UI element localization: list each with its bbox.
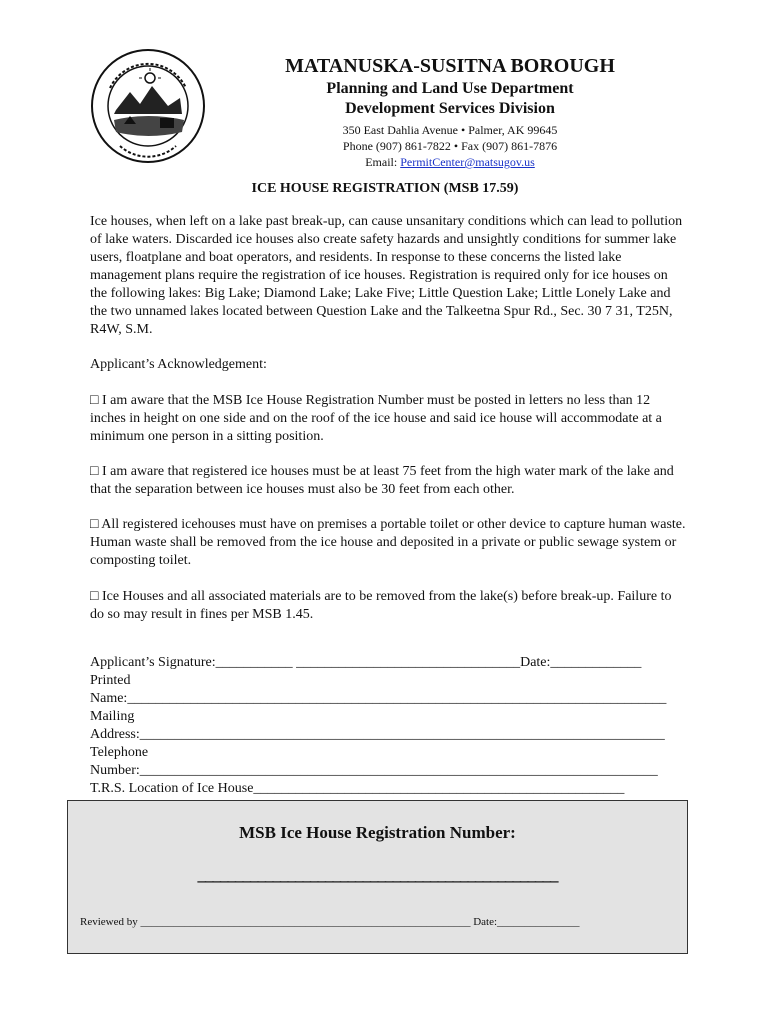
telephone-field[interactable]: Number:__________________________________________________________________________ [90,763,658,778]
checkbox-icon[interactable]: □ [90,393,99,408]
acknowledgement-item [90,516,686,570]
checkbox-icon[interactable]: □ [90,464,99,479]
letterhead [250,53,650,170]
acknowledgement-text: All registered icehouses must have on premises a portable toilet or other device to capture human waste. Human waste shall be removed from the ice house and deposited in a private or public sewage system or composting toilet. [90,517,686,568]
acknowledgement-item [90,588,686,624]
mailing-address-field[interactable]: Address:___________________________________________________________________________ [90,727,665,742]
mailing-address-label: Mailing [90,709,135,724]
email-link[interactable]: PermitCenter@matsugov.us [400,155,535,169]
email-label: Email: [365,155,401,169]
printed-name-label: Printed [90,673,131,688]
form-title: ICE HOUSE REGISTRATION (MSB 17.59) [251,181,519,196]
borough-seal [90,48,206,164]
division-name: Development Services Division [345,100,555,117]
email-line [250,154,650,170]
acknowledgement-text: Ice Houses and all associated materials are to be removed from the lake(s) before break-up. Failure to do so may result in fines per MSB 1.45. [90,589,672,622]
organization-name: MATANUSKA-SUSITNA BOROUGH [285,55,615,77]
department-name: Planning and Land Use Department [326,80,574,97]
registration-number-box [67,800,688,954]
acknowledgement-heading: Applicant’s Acknowledgement: [90,357,267,372]
intro-paragraph: Ice houses, when left on a lake past break-up, can cause unsanitary conditions which can lead to pollution of lake waters. Discarded ice houses also create safety hazards and unsightly conditions for summer lake users, floatplane and boat operators, and residents. In response to these concerns the listed lake management plans require the registration of ice houses. Registration is required only for ice houses on the following lakes: Big Lake; Diamond Lake; Lake Five; Little Question Lake; Little Lonely Lake and the two unnamed lakes located between Question Lake and the Talkeetna Spur Rd., Sec. 30 7 31, T25N, R4W, S.M. [90,214,683,337]
office-address: 350 East Dahlia Avenue • Palmer, AK 99645 [342,123,558,137]
acknowledgement-text: I am aware that registered ice houses must be at least 75 feet from the high water mark of the lake and that the separation between ice houses must also be 30 feet from each other. [90,464,674,497]
acknowledgement-item [90,463,686,499]
acknowledgement-text: I am aware that the MSB Ice House Registration Number must be posted in letters no less than 12 inches in height on one side and on the roof of the ice house and said ice house will accommodate at a minimum one person in a sitting position. [90,393,662,444]
acknowledgement-item [90,392,686,446]
checkbox-icon[interactable]: □ [90,517,99,532]
printed-name-field[interactable]: Name:_____________________________________________________________________________ [90,691,667,706]
registration-number-title: MSB Ice House Registration Number: [239,823,516,842]
reviewed-by-field[interactable]: Reviewed by ____________________________________________________________ Date:_______________ [80,916,580,928]
phone-fax: Phone (907) 861-7822 • Fax (907) 861-7876 [342,139,558,153]
telephone-label: Telephone [90,745,149,760]
trs-location-field[interactable]: T.R.S. Location of Ice House_____________________________________________________ [90,781,625,796]
checkbox-icon[interactable]: □ [90,589,99,604]
signature-field[interactable]: Applicant’s Signature:___________ ________________________________Date:_____________ [90,655,642,670]
registration-number-field[interactable]: ________________________________________________ [197,865,558,884]
